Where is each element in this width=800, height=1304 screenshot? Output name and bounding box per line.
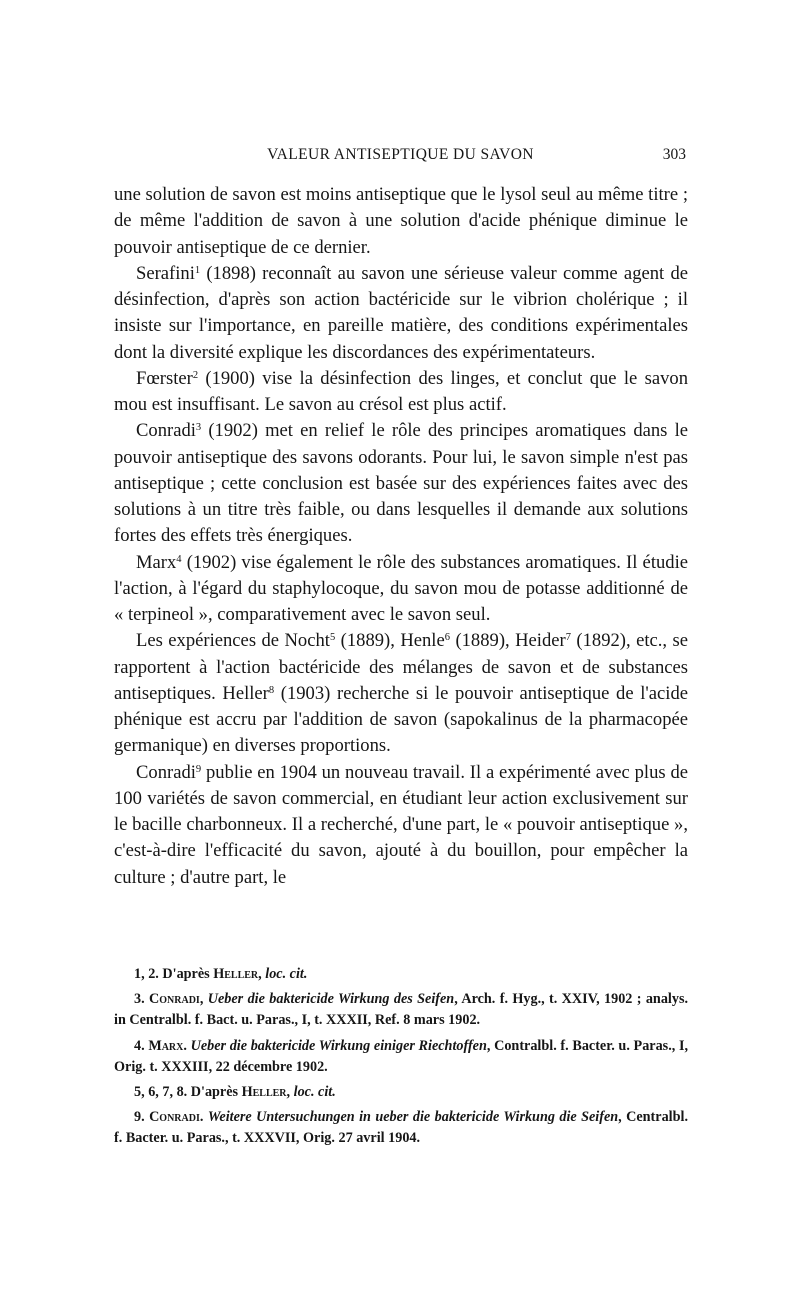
footnote-author: Heller [213,966,259,982]
footnote [114,1107,688,1149]
paragraph-text: publie en 1904 un nouveau travail. Il a expérimenté avec plus de 100 variétés de savon commercial, en étudiant leur action exclusivement sur le bacille charbonneux. Il a recherché, d'une part, le « pouvoir antiseptique », c'est-à-dire l'efficacité du savon, ajouté à du bouillon, pour empêcher la culture ; d'autre part, le [114,761,688,888]
footnote-text: , [199,991,208,1008]
author-name: Fœrster [136,367,193,389]
footnote-marker: 4 [176,553,182,565]
footnote-text: . [199,1109,208,1126]
paragraph-text: (1900) vise la désinfection des linges, et conclut que le savon mou est insuffisant. Le savon au crésol est plus actif. [114,367,688,415]
footnote-title: Ueber die baktericide Wirkung des Seifen [207,991,455,1008]
paragraph-text: (1892), etc., se rapportent à l'action bactéricide des mélanges de savon et de substances antiseptiques. Heller [114,630,688,704]
footnote-number: 3. [134,991,145,1008]
paragraph [114,550,688,629]
paragraph-text: (1903) recherche si le pouvoir antiseptique de l'acide phénique est accru par l'addition de savon (sapokalinus de la pharmacopée germanique) en diverses proportions. [114,682,689,757]
body-text [114,182,688,891]
footnote-marker: 7 [565,632,571,644]
footnote [114,1036,688,1078]
footnote-reference: loc. cit. [265,966,308,982]
paragraph-text: (1889), Henle [335,630,445,652]
paragraph [114,261,688,366]
footnote-marker: 1 [194,264,201,276]
footnote-number: 5, 6, 7, 8. [134,1084,188,1101]
paragraph [114,760,688,891]
footnote-title: Ueber die baktericide Wirkung einiger Riechtoffen [190,1037,487,1054]
footnote-number: 1, 2. [134,966,159,982]
paragraph-text: Les expériences de Nocht [136,630,330,652]
footnote-reference: loc. cit. [293,1084,336,1101]
footnote-marker: 3 [195,422,202,434]
running-title: VALEUR ANTISEPTIQUE DU SAVON [267,146,534,163]
footnote-marker: 2 [192,369,199,381]
footnote-text: , [258,966,266,982]
author-name: Conradi [136,761,196,783]
footnote-text: , Contralbl. f. Bacter. u. Paras., I, Orig. t. XXXIII, 22 décembre 1902. [114,1037,689,1075]
footnote-title: Weitere Untersuchungen in ueber die baktericide Wirkung die Seifen [207,1109,619,1126]
paragraph [114,366,688,419]
author-name: Marx [136,551,177,573]
footnote-author: Conradi [149,1109,200,1126]
footnote-author: Heller [241,1084,287,1101]
paragraph-text: (1898) reconnaît au savon une sérieuse valeur comme agent de désinfection, d'après son action bactéricide sur le vibrion cholérique ; il insiste sur l'importance, en pareille matière, des conditions expérimentales dont la diversité explique les discordances des expérimentateurs. [114,262,688,363]
footnotes [114,964,688,1154]
footnote-marker: 5 [329,632,336,644]
running-header [113,146,688,170]
footnote-marker: 9 [195,763,202,775]
footnote-author: Marx [148,1037,184,1054]
footnote [114,989,688,1031]
author-name: Serafini [136,262,195,284]
footnote-number: 9. [134,1109,145,1126]
author-name: Conradi [136,420,196,442]
footnote-text: D'après [158,966,214,982]
paragraph-text: (1902) met en relief le rôle des principes aromatiques dans le pouvoir antiseptique des savons odorants. Pour lui, le savon simple n'est pas antiseptique ; cette conclusion est basée sur des expériences faites avec des solutions à un titre très faible, ou dans lesquelles il demande aux solutions fortes des effets très énergiques. [114,420,688,547]
page-number: 303 [662,146,686,163]
footnote-marker: 6 [444,632,450,644]
footnote [114,964,688,985]
footnote-number: 4. [134,1037,145,1054]
footnote-text: . [183,1037,191,1054]
paragraph-text: (1889), Heider [449,630,566,652]
paragraph [114,182,688,261]
paragraph-text: une solution de savon est moins antiseptique que le lysol seul au même titre ; de même l'addition de savon à une solution d'acide phénique diminue le pouvoir antiseptique de ce dernier. [114,184,688,258]
footnote-author: Conradi [149,991,200,1008]
footnote-text: , Arch. f. Hyg., t. XXIV, 1902 ; analys. in Centralbl. f. Bact. u. Paras., I, t. XXXII, Ref. 8 mars 1902. [114,991,689,1029]
footnote-text: , Centralbl. f. Bacter. u. Paras., t. XXXVII, Orig. 27 avril 1904. [114,1109,688,1147]
footnote-text: D'après [187,1084,242,1101]
paragraph [114,628,688,759]
paragraph-text: (1902) vise également le rôle des substances aromatiques. Il étudie l'action, à l'égard du staphylocoque, du savon mou de potasse additionné de « terpineol », comparativement avec le savon seul. [114,551,688,625]
paragraph [114,418,688,549]
footnote-marker: 8 [268,684,275,696]
footnote-text: , [286,1084,294,1101]
footnote [114,1082,688,1103]
